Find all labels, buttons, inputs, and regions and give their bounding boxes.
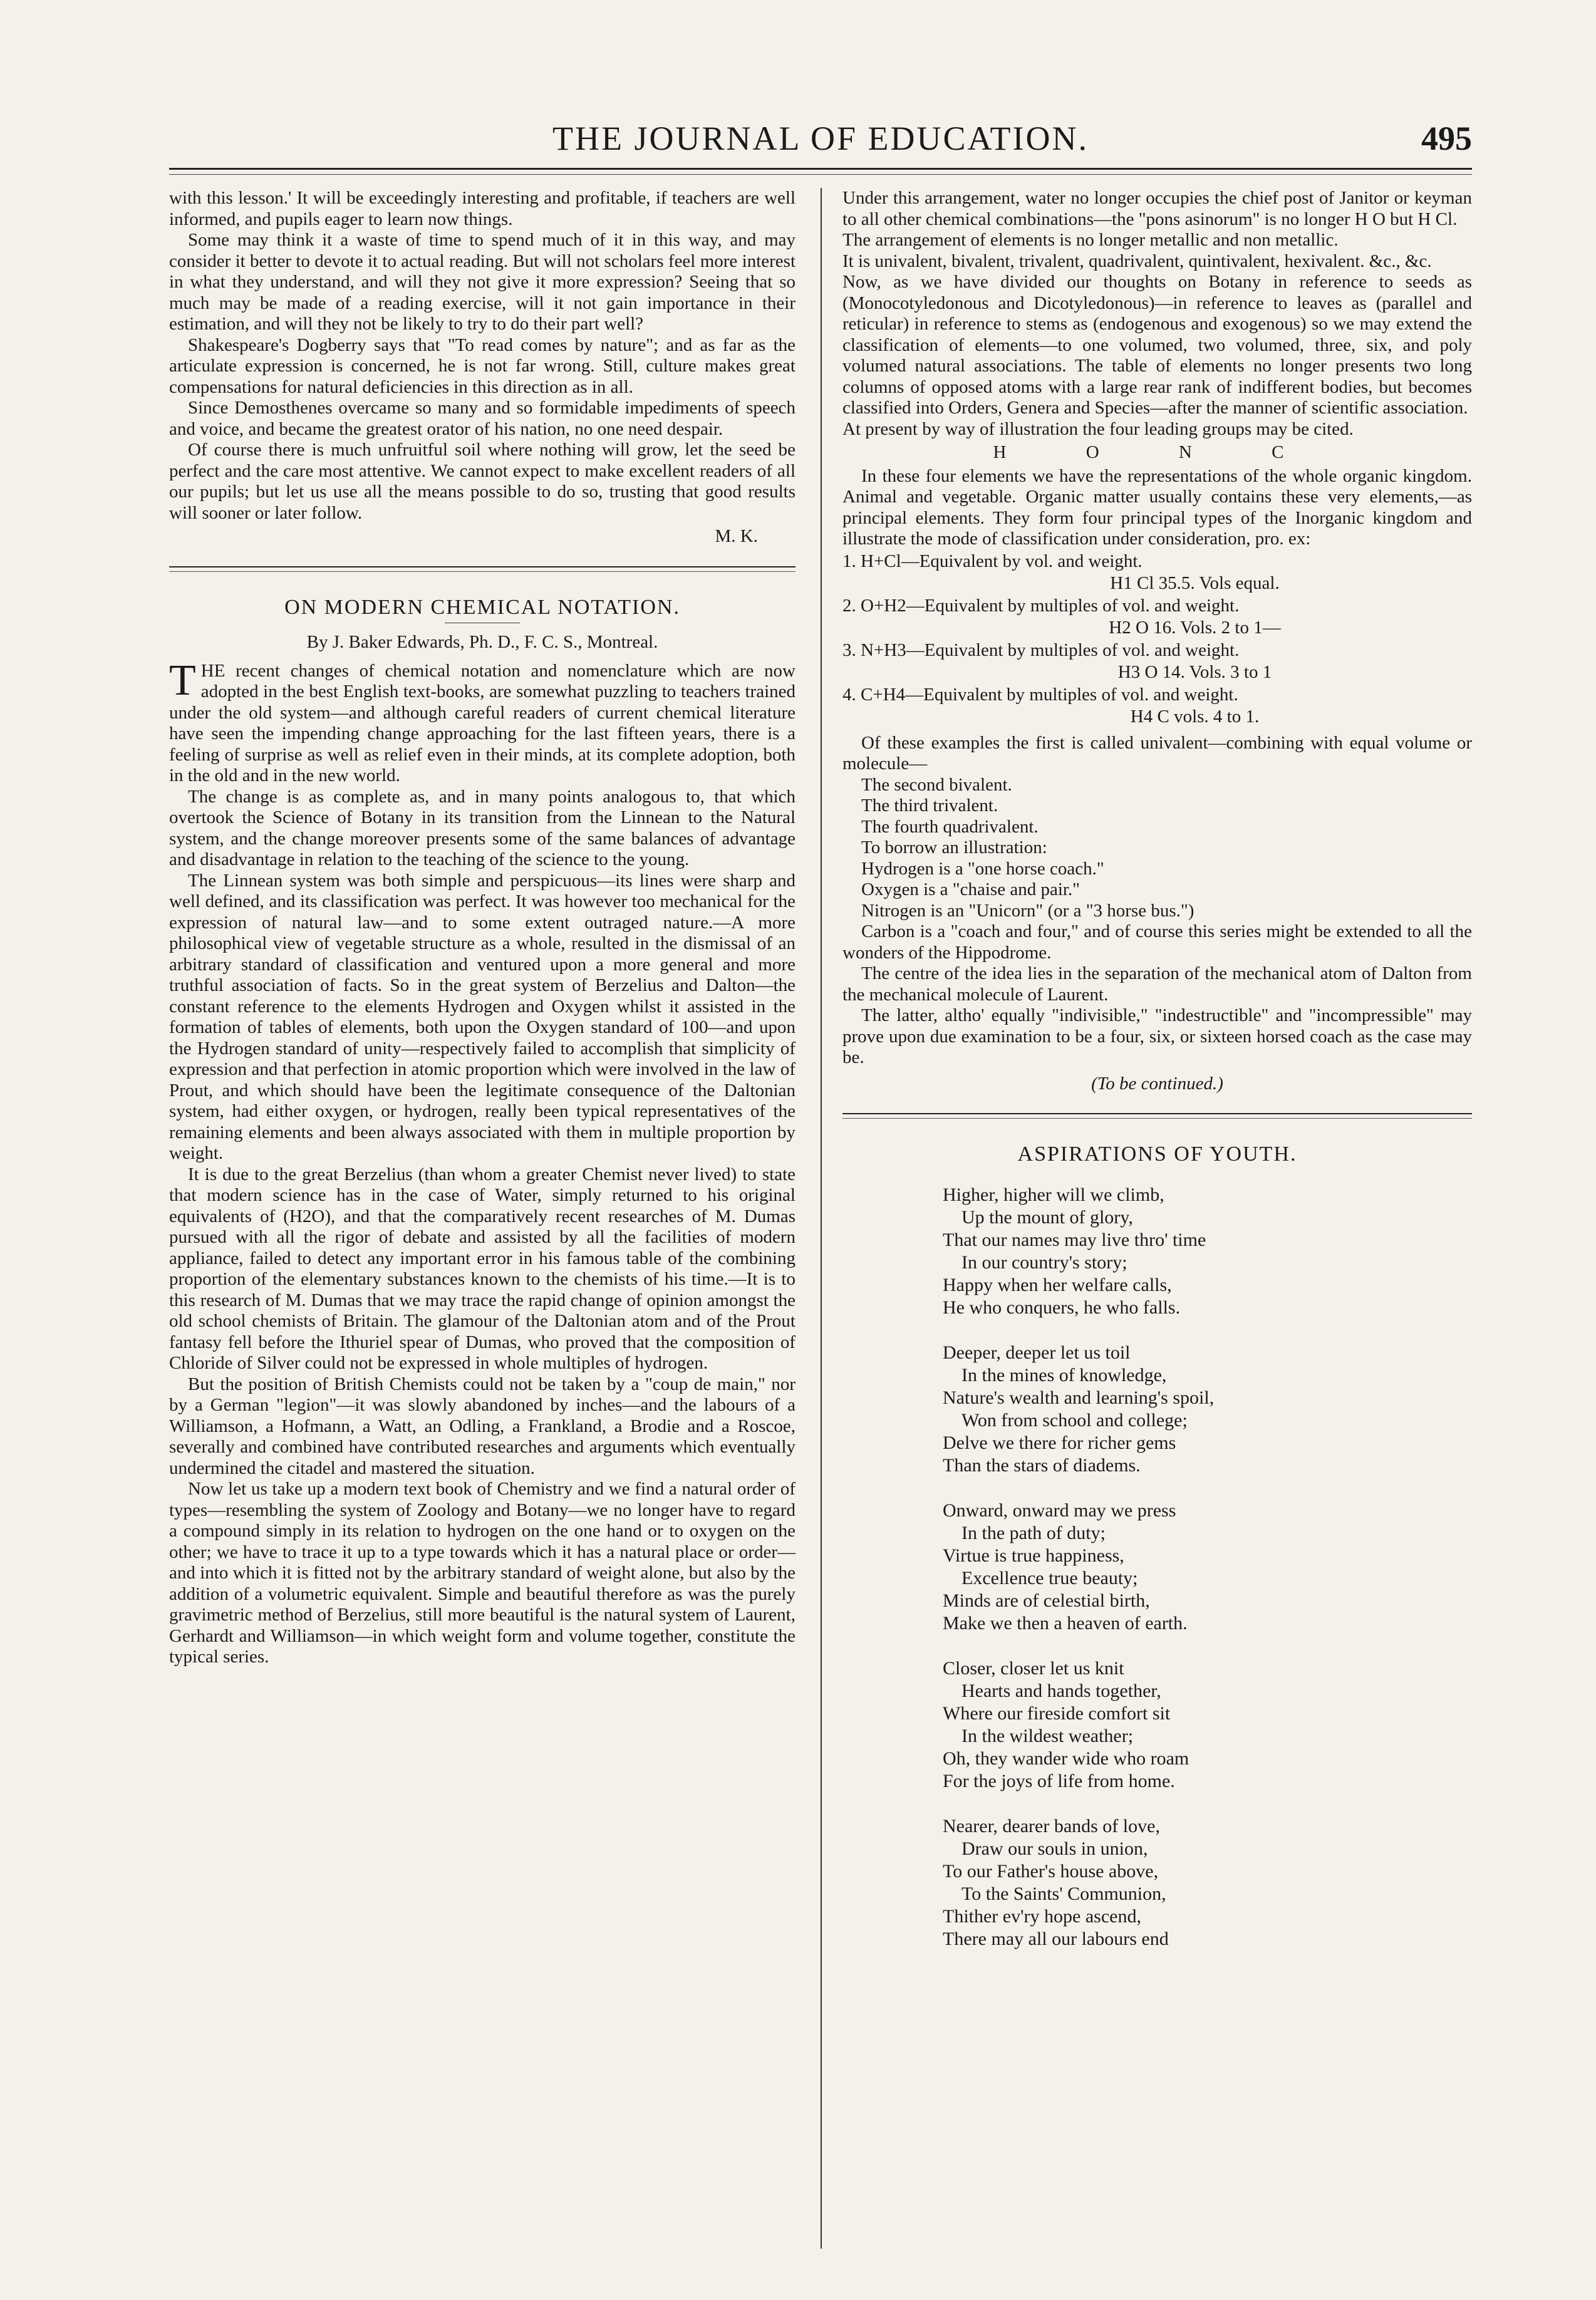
article-paragraph: The centre of the idea lies in the separation of the mechanical atom of Dalton from the mechanical molecule of Laurent.: [842, 963, 1472, 1005]
page-header: [169, 119, 1472, 169]
poem-line: Virtue is true happiness,: [943, 1545, 1124, 1566]
article-paragraph: [169, 656, 795, 787]
article-paragraph: It is univalent, bivalent, trivalent, quadrivalent, quintivalent, hexivalent. &c., &c.: [842, 251, 1432, 271]
journal-page: [169, 94, 1472, 2261]
article-byline: By J. Baker Edwards, Ph. D., F. C. S., Montreal.: [306, 632, 658, 652]
chemistry-article: [169, 597, 795, 1668]
valence-line: To borrow an illustration:: [861, 837, 1047, 857]
poem-line: In our country's story;: [961, 1251, 1127, 1273]
formula-line: 4. C+H4—Equivalent by multiples of vol. and weight.: [842, 684, 1238, 705]
poem-line: Oh, they wander wide who roam: [943, 1748, 1189, 1769]
poem-line: Nature's wealth and learning's spoil,: [943, 1387, 1215, 1408]
intro-article: [169, 188, 795, 547]
article-paragraph: Now let us take up a modern text book of Chemistry and we find a natural order of types—resembling the system of Zoology and Botany—we no longer have to regard a compound simply in its relation to hydrogen on the one hand or to oxygen on the other; we have to trace it up to a type towards which it has a natural place or order—and into which it is fitted not by the arbitrary standard of weight alone, but also by the addition of a volumetric equivalent. Simple and beautiful therefore as was the purely gravimetric method of Berzelius, still more beautiful is the natural system of Laurent, Gerhardt and Williamson—in which weight form and volume together, constitute the typical series.: [169, 1479, 795, 1667]
poem-line: Higher, higher will we climb,: [943, 1184, 1164, 1205]
poem-line: Happy when her welfare calls,: [943, 1274, 1172, 1295]
poem-stanza: [943, 1500, 1472, 1635]
poem-line: Won from school and college;: [961, 1409, 1188, 1431]
article-paragraph: The Linnean system was both simple and perspicuous—its lines were sharp and well defined, and its classification was perfect. It was however too mechanical for the expression of natural law—and to some extent outraged nature.—A more philosophical view of vegetable structure as a whole, resulted in the dismissal of an arbitrary standard of classification and ventured upon a more general and more truthful association of facts. So in the great system of Berzelius and Dalton—the constant reference to the elements Hydrogen and Oxygen whilst it assisted in the formation of tables of elements, both upon the Oxygen standard of 100—and upon the Hydrogen standard of unity—respectively failed to accomplish that simplicity of expression and that perfection in atomic proportion which were involved in the law of Prout, and which should have been the legitimate consequence of the Daltonian system, had either oxygen, or hydrogen, really been typical representatives of the remaining elements and been always associated with them in multiple proportion by weight.: [169, 870, 795, 1163]
intro-paragraph: Since Demosthenes overcame so many and so formidable impediments of speech and voice, and became the greatest orator of his nation, no one need despair.: [169, 398, 795, 439]
valence-line: The third trivalent.: [861, 795, 998, 816]
poem-line: Hearts and hands together,: [961, 1680, 1161, 1701]
page-number: 495: [1421, 120, 1472, 157]
poem-stanza: [943, 1815, 1472, 1950]
author-signature: M. K.: [715, 526, 758, 546]
formula-line: 1. H+Cl—Equivalent by vol. and weight.: [842, 551, 1143, 571]
intro-paragraph: Of course there is much unfruitful soil where nothing will grow, let the seed be perfect and the care most attentive. We cannot expect to make excellent readers of all our pupils; but let us use all the means possible to do so, trusting that good results will sooner or later follow.: [169, 440, 795, 523]
formula-detail: H3 O 14. Vols. 3 to 1: [1117, 662, 1272, 682]
poem-line: Delve we there for richer gems: [943, 1432, 1176, 1453]
section-divider: [842, 1113, 1472, 1114]
article-paragraph: It is due to the great Berzelius (than whom a greater Chemist never lived) to state that modern science has in the case of Water, simply returned to his original equivalents of (H2O), and that the comparatively recent researches of M. Dumas pursued with all the rigor of debate and assisted by all the facilities of modern appliance, failed to detect any important error in his famous table of the combining proportion of the elementary substances known to the chemists of his time.—It is to this research of M. Dumas that we may trace the rapid change of opinion amongst the old school chemists of Britain. The glamour of the Daltonian atom and of the Prout fantasy fell before the Ithuriel spear of Dumas, who proved that the composition of Chloride of Silver could not be expressed in whole multiples of hydrogen.: [169, 1164, 795, 1373]
article-paragraph: Now, as we have divided our thoughts on Botany in reference to seeds as (Monocotyledonous and Dicotyledonous)—in reference to leaves as (parallel and reticular) in reference to stems as (endogenous and exogenous) so we may extend the classification of elements—to one volumed, two volumed, three, six, and poly volumed natural associations. The table of elements no longer presents two long columns of opposed atoms with a large rear rank of indifferent bodies, but becomes classified into Orders, Genera and Species—after the manner of scientific association.: [842, 272, 1472, 418]
formula-line: 3. N+H3—Equivalent by multiples of vol. and weight.: [842, 640, 1240, 660]
poem-line: Deeper, deeper let us toil: [943, 1342, 1131, 1363]
poem-title: ASPIRATIONS OF YOUTH.: [1017, 1142, 1297, 1166]
poem-line: In the path of duty;: [961, 1522, 1106, 1543]
intro-paragraph: with this lesson.' It will be exceedingly interesting and profitable, if teachers are well informed, and pupils eager to learn now things.: [169, 188, 795, 229]
poem-line: Draw our souls in union,: [961, 1838, 1148, 1859]
journal-title: THE JOURNAL OF EDUCATION.: [552, 120, 1089, 157]
article-paragraph: The change is as complete as, and in many points analogous to, that which overtook the Science of Botany in its transition from the Linnean to the Natural system, and the change moreover presents some of the same balances of advantage and disadvantage in relation to the teaching of the science to the young.: [169, 786, 795, 869]
continued-note: (To be continued.): [1091, 1073, 1223, 1094]
section-divider: [169, 566, 795, 567]
formula-list: [842, 551, 1472, 728]
valence-line: Oxygen is a "chaise and pair.": [861, 879, 1080, 899]
poem-line: Where our fireside comfort sit: [943, 1702, 1171, 1724]
formula-detail: H4 C vols. 4 to 1.: [1130, 707, 1260, 727]
article-paragraph: But the position of British Chemists could not be taken by a "coup de main," nor by a German "legion"—it was slowly abandoned by inches—and the labours of a Williamson, a Hofmann, a Watt, an Odling, a Frankland, a Brodie and a Roscoe, severally and combined have contributed researches and arguments which eventually undermined the citadel and mastered the situation.: [169, 1374, 795, 1478]
poem-line: That our names may live thro' time: [943, 1229, 1206, 1250]
poem-line: In the wildest weather;: [961, 1725, 1134, 1746]
intro-paragraph: Some may think it a waste of time to spend much of it in this way, and may consider it better to devote it to actual reading. But will not scholars feel more interest in what they understand, and will they not give it more expression? Seeing that so much may be made of a reading exercise, will it not gain importance in their estimation, and will they not be likely to try to do their part well?: [169, 230, 795, 334]
header-rule-thin: [169, 174, 1472, 175]
article-paragraph: Carbon is a "coach and four," and of course this series might be extended to all the wonders of the Hippodrome.: [842, 921, 1472, 963]
poem-line: He who conquers, he who falls.: [943, 1297, 1181, 1318]
poem-stanza: [943, 1657, 1472, 1793]
poem-line: Excellence true beauty;: [961, 1567, 1138, 1588]
element-symbols: H O N C: [993, 442, 1322, 462]
poem-line: Make we then a heaven of earth.: [943, 1612, 1188, 1634]
formula-detail: H1 Cl 35.5. Vols equal.: [1110, 573, 1280, 593]
poem-line: Than the stars of diadems.: [943, 1454, 1141, 1476]
drop-cap: T: [169, 656, 196, 705]
article-paragraph: Under this arrangement, water no longer occupies the chief post of Janitor or keyman to all other chemical combinations—the "pons asinorum" is no longer H O but H Cl.: [842, 188, 1472, 229]
poem-line: Nearer, dearer bands of love,: [943, 1815, 1160, 1836]
article-title: ON MODERN CHEMICAL NOTATION.: [284, 595, 680, 619]
poem-stanza: [943, 1342, 1472, 1477]
poem: [943, 1184, 1472, 1950]
column-divider: [821, 188, 822, 2249]
article-paragraph: At present by way of illustration the four leading groups may be cited.: [842, 418, 1354, 439]
poem-line: In the mines of knowledge,: [961, 1364, 1167, 1386]
poem-line: Thither ev'ry hope ascend,: [943, 1905, 1141, 1927]
valence-line: Nitrogen is an "Unicorn" (or a "3 horse bus."): [861, 900, 1194, 921]
poem-line: To our Father's house above,: [943, 1860, 1159, 1882]
poem-line: Minds are of celestial birth,: [943, 1590, 1150, 1611]
article-paragraph: Of these examples the first is called univalent—combining with equal volume or molecule—: [842, 732, 1472, 774]
article-paragraph-text: HE recent changes of chemical notation and nomenclature which are now adopted in the best English text-books, are somewhat puzzling to teachers trained under the old system—and although careful readers of current chemical literature have seen the impending change approaching for the last fifteen years, there is a feeling of surprise as well as relief even in their minds, at its complete adoption, both in the old and in the new world.: [169, 660, 795, 785]
section-divider-thin: [169, 571, 795, 572]
header-rule: [169, 168, 1472, 170]
formula-line: 2. O+H2—Equivalent by multiples of vol. and weight.: [842, 595, 1240, 616]
valence-line: Hydrogen is a "one horse coach.": [861, 858, 1104, 879]
poem-line: Onward, onward may we press: [943, 1500, 1176, 1521]
intro-paragraph: Shakespeare's Dogberry says that "To read comes by nature"; and as far as the articulate expression is concerned, he is not far wrong. Still, culture makes great compensations for natural deficiencies in this direction as in all.: [169, 334, 795, 397]
left-column: [169, 188, 795, 1668]
right-column: [842, 188, 1472, 1973]
poem-stanza: [943, 1184, 1472, 1319]
poem-line: Up the mount of glory,: [961, 1206, 1133, 1228]
poem-line: For the joys of life from home.: [943, 1770, 1175, 1791]
poem-line: To the Saints' Communion,: [961, 1883, 1166, 1904]
article-paragraph: The arrangement of elements is no longer metallic and non metallic.: [842, 230, 1339, 250]
formula-detail: H2 O 16. Vols. 2 to 1—: [1109, 618, 1281, 638]
section-divider-thin: [842, 1118, 1472, 1119]
article-paragraph: In these four elements we have the representations of the whole organic kingdom. Animal and vegetable. Organic matter usually contains these very elements,—as principal elements. They form four principal types of the Inorganic kingdom and illustrate the mode of classification under consideration, pro. ex:: [842, 465, 1472, 549]
poem-line: There may all our labours end: [943, 1928, 1169, 1949]
valence-line: The fourth quadrivalent.: [861, 816, 1039, 837]
valence-line: The second bivalent.: [861, 774, 1012, 795]
article-paragraph: The latter, altho' equally "indivisible," "indestructible" and "incompressible" may prove upon due examination to be a four, six, or sixteen horsed coach as the case may be.: [842, 1005, 1472, 1067]
poem-line: Closer, closer let us knit: [943, 1657, 1124, 1679]
